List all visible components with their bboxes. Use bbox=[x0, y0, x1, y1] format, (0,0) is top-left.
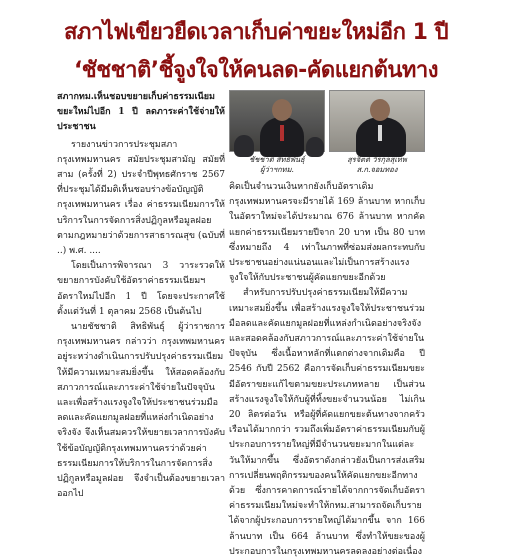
photo-captions bbox=[229, 155, 425, 177]
photo-governor bbox=[229, 90, 325, 152]
body-paragraph: คิดเป็นจำนวนเงินหากยังเก็บอัตราเดิม กรุงเทพมหานครจะมีรายได้ 169 ล้านบาท หากเก็บในอัตราใหม่จะได้ประมาณ 676 ล้านบาท หากคัดแยกค่าธรรมเนียมรายปีจาก 20 บาท เป็น 80 บาท ซึ่งหมายถึง 4 เท่าในภาพที่ซ่อมส่งผลกระทบกับประชาชนอย่างแน่นอนและไม่เป็นการสร้างแรงจูงใจให้กับประชาชนผู้คัดแยกขยะอีกด้วย bbox=[229, 182, 425, 284]
caption-name: สุรจิตต์ วิรกุลสุเทพ bbox=[347, 155, 407, 164]
lead-paragraph: สภากทม.เห็นชอบขยายเก็บค่าธรรมเนียมขยะใหม่ไปอีก 1 ปี ลดภาระค่าใช้จ่ายให้ประชาชน bbox=[57, 92, 225, 133]
caption-name: ชัชชาติ สิทธิพันธุ์ bbox=[249, 155, 305, 164]
caption-governor bbox=[229, 155, 325, 177]
caption-title: ส.ก.จอมทอง bbox=[356, 165, 398, 174]
caption-title: ผู้ว่าฯกทม. bbox=[260, 165, 294, 174]
left-column bbox=[57, 90, 225, 512]
caption-council-member bbox=[329, 155, 425, 177]
body-paragraph: โดยเป็นการพิจารณา 3 วาระรวดให้ขยายการบังคับใช้อัตราค่าธรรมเนียมฯ อัตราใหม่ไปอีก 1 ปี โดยจะประกาศใช้ตั้งแต่วันที่ 1 ตุลาคม 2568 เป็นต้นไป bbox=[57, 261, 225, 317]
photo-strip bbox=[229, 90, 425, 152]
body-paragraph: รายงานข่าวการประชุมสภากรุงเทพมหานคร สมัยประชุมสามัญ สมัยที่สาม (ครั้งที่ 2) ประจำปีพุทธศักราช 2567 ที่ประชุมได้มีมติเห็นชอบร่างข้อบัญญัติกรุงเทพมหานคร เรื่อง ค่าธรรมเนียมการให้บริการในการจัดการสิ่งปฏิกูลหรือมูลฝอย ตามกฎหมายว่าด้วยการสาธารณสุข (ฉบับที่ ..) พ.ศ. .... bbox=[57, 139, 225, 257]
body-paragraph: สำหรับการปรับปรุงค่าธรรมเนียมให้มีความเหมาะสมยิ่งขึ้น เพื่อสร้างแรงจูงใจให้ประชาชนร่วมมือลดและคัดแยกมูลฝอยที่แหล่งกำเนิดอย่างจริงจัง และสอดคล้องกับสภาวการณ์และภาระค่าใช้จ่ายในปัจจุบัน ซึ่งเนื้อหาหลักที่แตกต่างจากเดิมคือ ปี 2546 กับปี 2562 คือการจัดเก็บค่าธรรมเนียมขยะมีอัตราขยะแก้ไขตามขยะประเภทหลาย เป็นส่วนสร้างแรงจูงใจให้กับผู้ที่ทิ้งขยะจำนวนน้อย ไม่เกิน 20 ลิตรต่อวัน หรือผู้ที่คัดแยกขยะต้นทางจากครัวเรือนได้มากกว่า รวมถึงเพิ่มอัตราค่าธรรมเนียมกับผู้ประกอบการรายใหญ่ที่มีจำนวนขยะมากในแต่ละวันให้มากขึ้น ซึ่งอัตราดังกล่าวยังเป็นการส่งเสริมการเปลี่ยนพฤติกรรมของคนให้คัดแยกขยะอีกทางด้วย ซึ่งการคาดการณ์รายได้จากการจัดเก็บอัตราค่าธรรมเนียมใหม่จะทำให้กทม.สามารถจัดเก็บรายได้จากผู้ประกอบการรายใหญ่ได้มากขึ้น จาก 166 ล้านบาท เป็น 664 ล้านบาท ซึ่งทำให้ขยะของผู้ประกอบการในกรุงเทพมหานครลดลงอย่างต่อเนื่อง bbox=[229, 288, 425, 557]
body-paragraph: นายชัชชาติ สิทธิพันธุ์ ผู้ว่าราชการกรุงเทพมหานคร กล่าวว่า กรุงเทพมหานครอยู่ระหว่างดำเนินการปรับปรุงค่าธรรมเนียมให้มีความเหมาะสมยิ่งขึ้น ให้สอดคล้องกับสภาวการณ์และภาระค่าใช้จ่ายในปัจจุบัน และเพื่อสร้างแรงจูงใจให้ประชาชนร่วมมือลดและคัดแยกมูลฝอยที่แหล่งกำเนิดอย่างจริงจัง จึงเห็นสมควรให้ขยายเวลาการบังคับใช้ข้อบัญญัติกรุงเทพมหานครว่าด้วยค่าธรรมเนียมการให้บริการในการจัดการสิ่งปฏิกูลหรือมูลฝอย จึงจำเป็นต้องขยายเวลาออกไป bbox=[57, 322, 225, 500]
right-column bbox=[229, 180, 425, 557]
headline-line-2: ‘ชัชชาติ’ชี้จูงใจให้คนลด-คัดแยกต้นทาง bbox=[73, 58, 439, 83]
headline-line-1: สภาไฟเขียวยืดเวลาเก็บค่าขยะใหม่อีก 1 ปี bbox=[63, 20, 449, 45]
photo-council-member bbox=[329, 90, 425, 152]
